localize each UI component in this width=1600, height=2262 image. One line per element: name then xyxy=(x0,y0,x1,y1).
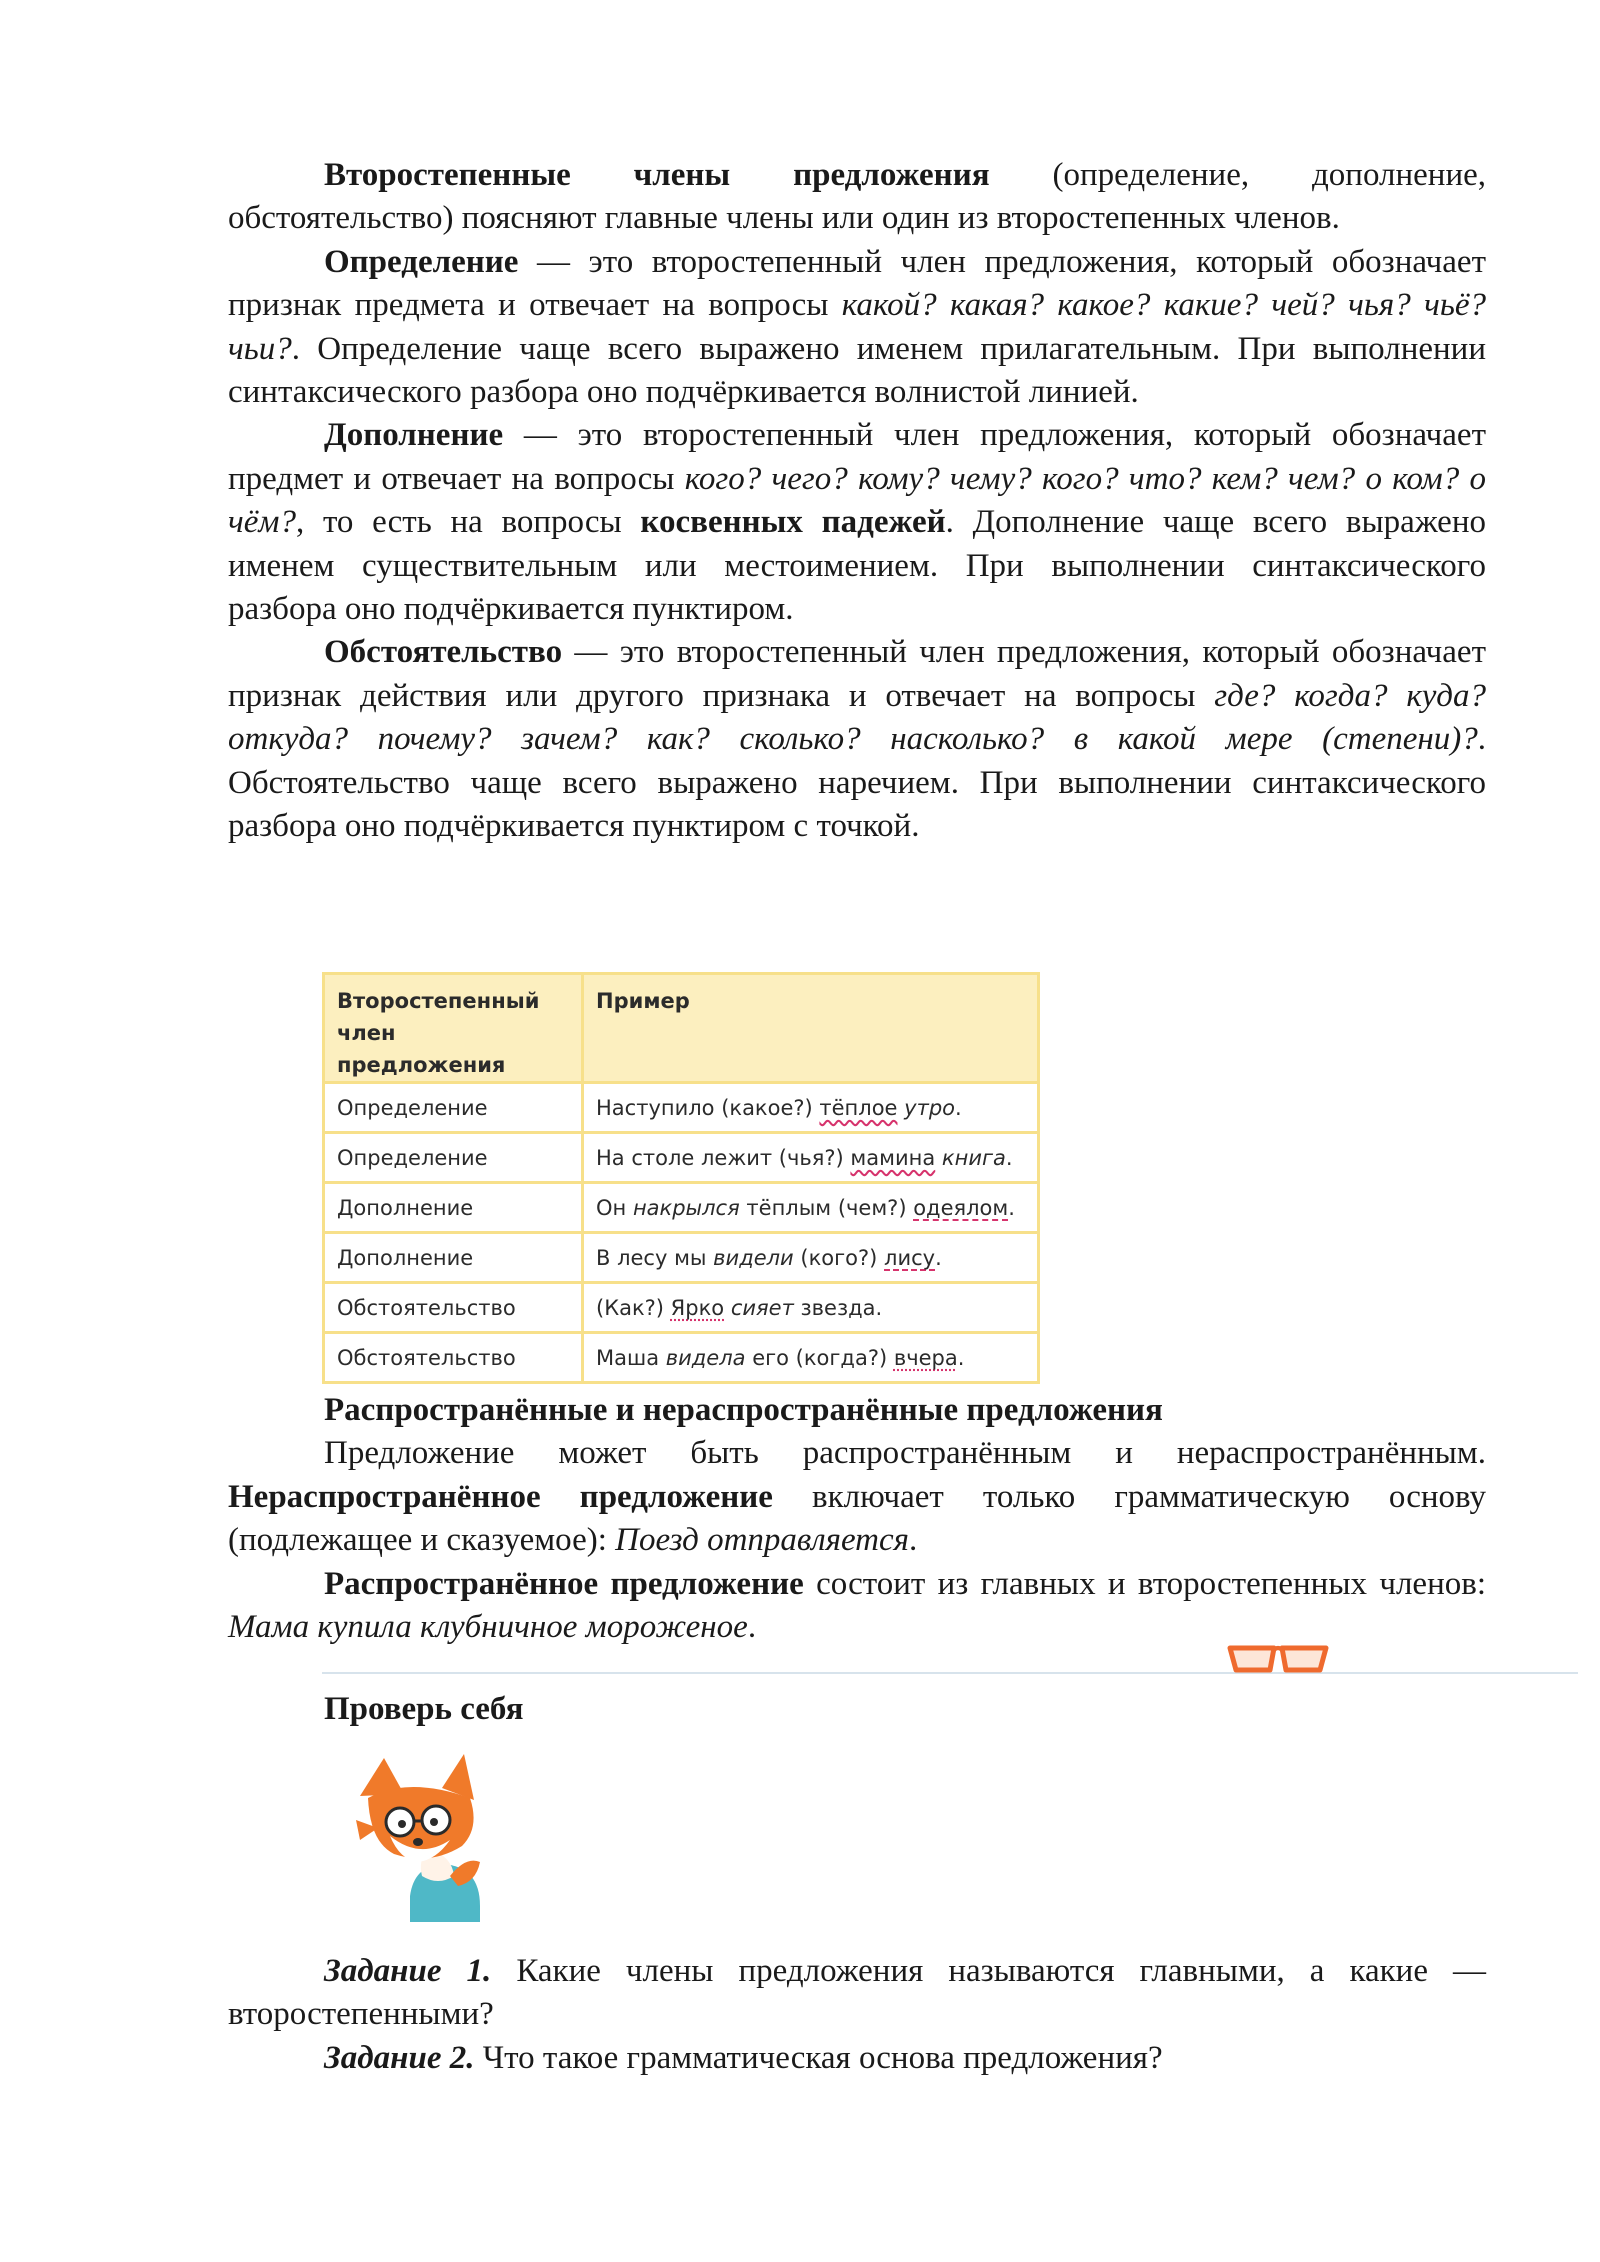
cell-example xyxy=(583,1083,1039,1133)
examples-table xyxy=(322,972,1040,1384)
paragraph-text: . Определение чаще всего выражено именем прилагательным. При выполнении синтаксического разбора оно подчёркивается волнистой линией. xyxy=(228,330,1486,411)
paragraph-text: . xyxy=(747,1609,757,1646)
cell-member: Обстоятельство xyxy=(324,1333,583,1383)
example-object: одеялом xyxy=(913,1195,1009,1220)
example-subject: утро xyxy=(904,1095,956,1120)
example-predicate: сияет xyxy=(730,1295,794,1320)
paragraph-text: — это второстепенный член предложения, который обозначает признак действия или другого признака и отвечает на вопросы xyxy=(228,634,1486,714)
header-member xyxy=(324,974,583,1083)
example-text: В лесу мы xyxy=(596,1245,714,1270)
section-divider xyxy=(322,1672,1578,1674)
example-text: тёплым (чем?) xyxy=(739,1195,914,1220)
paragraph-text: . xyxy=(908,1522,918,1559)
attribute-questions: какой? какая? какое? какие? чей? чья? чьё? чьи? xyxy=(228,287,1486,367)
example-text: . xyxy=(1005,1145,1013,1170)
table-header-row xyxy=(324,974,1039,1083)
term-extended: Распространённое предложение xyxy=(324,1565,804,1602)
example-extended: Мама купила клубничное мороженое xyxy=(228,1609,748,1646)
cell-example xyxy=(583,1283,1039,1333)
cell-member: Дополнение xyxy=(324,1233,583,1283)
paragraph-secondary-members xyxy=(228,154,1486,241)
paragraph-text: — это второстепенный член предложения, который обозначает предмет и отвечает на вопросы xyxy=(228,417,1486,497)
example-object: лису xyxy=(884,1245,936,1270)
example-predicate: накрылся xyxy=(632,1195,740,1220)
paragraph-text: , то есть на вопросы xyxy=(295,504,641,541)
example-text: Наступило (какое?) xyxy=(596,1095,820,1120)
example-text: (кого?) xyxy=(793,1245,885,1270)
example-text: звезда. xyxy=(793,1295,883,1320)
object-questions: кого? чего? кому? чему? кого? что? кем? чем? о ком? о чём? xyxy=(228,460,1487,541)
term-secondary-members: Второстепенные члены предложения xyxy=(324,157,990,193)
example-text: На столе лежит (чья?) xyxy=(596,1145,851,1170)
check-yourself-title: Проверь себя xyxy=(324,1691,524,1727)
table-row xyxy=(324,1283,1039,1333)
example-text: его (когда?) xyxy=(745,1345,894,1370)
paragraph-text: . Дополнение чаще всего выражено именем существительным или местоимением. При выполнении синтаксического разбора оно подчёркивается пунктиром. xyxy=(228,504,1486,628)
term-unextended: Нераспространённое предложение xyxy=(228,1478,773,1515)
paragraph-text: . Обстоятельство чаще всего выражено наречием. При выполнении синтаксического разбора оно подчёркивается пунктиром с точкой. xyxy=(228,721,1486,845)
table-row xyxy=(324,1233,1039,1283)
example-text: . xyxy=(957,1345,965,1370)
fox-mascot-icon xyxy=(330,1736,524,1936)
theory-text xyxy=(228,154,1486,849)
cell-member: Дополнение xyxy=(324,1183,583,1233)
paragraph-text: состоит из главных и второстепенных членов: xyxy=(803,1565,1486,1602)
task-item xyxy=(228,2037,1486,2080)
cell-example xyxy=(583,1183,1039,1233)
example-text: . xyxy=(1008,1195,1015,1220)
glasses-icon xyxy=(1226,1642,1330,1676)
table-row xyxy=(324,1333,1039,1383)
cell-member: Определение xyxy=(324,1083,583,1133)
section-heading: Распространённые и нераспространённые предложения xyxy=(324,1392,1163,1428)
term-adverbial: Обстоятельство xyxy=(324,634,563,671)
cell-member: Определение xyxy=(324,1133,583,1183)
example-text: Он xyxy=(596,1195,633,1220)
paragraph-text: включает только грамматическую основу (подлежащее и сказуемое): xyxy=(228,1478,1486,1559)
tasks-list xyxy=(228,1950,1486,2080)
term-attribute: Определение xyxy=(324,243,519,280)
paragraph-object xyxy=(228,414,1486,631)
example-attribute: мамина xyxy=(850,1145,936,1170)
example-attribute: тёплое xyxy=(819,1095,898,1120)
paragraph-text: — это второстепенный член предложения, который обозначает признак предмета и отвечает на вопросы xyxy=(228,243,1486,324)
example-text: . xyxy=(955,1095,962,1120)
example-unextended: Поезд отправляется xyxy=(615,1522,909,1559)
task-label: Задание 1. xyxy=(324,1953,492,1989)
example-subject: книга xyxy=(941,1145,1006,1170)
header-example: Пример xyxy=(583,974,1039,1083)
paragraph-extended xyxy=(228,1563,1486,1650)
header-member-line2: член предложения xyxy=(337,1021,506,1077)
task-text: Что такое грамматическая основа предложения? xyxy=(474,2039,1163,2076)
header-member-line1: Второстепенный xyxy=(337,989,540,1013)
example-adverbial: Ярко xyxy=(670,1295,725,1320)
paragraph-text: Предложение может быть распространённым и нераспространённым. xyxy=(324,1435,1486,1472)
task-label: Задание 2. xyxy=(324,2039,475,2076)
example-adverbial: вчера xyxy=(893,1345,958,1370)
paragraph-text: (определение, дополнение, обстоятельство) поясняют главные члены или один из второстепенных членов. xyxy=(228,157,1487,237)
paragraph-unextended xyxy=(228,1432,1486,1562)
term-oblique-cases: косвенных падежей xyxy=(640,504,946,541)
cell-example xyxy=(583,1233,1039,1283)
task-text: Какие члены предложения называются главными, а какие — второстепенными? xyxy=(228,1953,1487,2033)
table-row xyxy=(324,1133,1039,1183)
table-row xyxy=(324,1083,1039,1133)
examples-table-container xyxy=(322,972,1040,1384)
paragraph-adverbial xyxy=(228,631,1486,848)
sentence-types-section xyxy=(228,1389,1486,1649)
paragraph-attribute xyxy=(228,241,1486,415)
example-text xyxy=(724,1296,731,1320)
example-predicate: видела xyxy=(665,1345,746,1370)
example-predicate: видели xyxy=(713,1245,794,1270)
example-text xyxy=(935,1146,942,1170)
term-object: Дополнение xyxy=(324,417,504,454)
example-text: (Как?) xyxy=(596,1295,671,1320)
cell-example xyxy=(583,1133,1039,1183)
example-text: . xyxy=(935,1245,942,1270)
task-item xyxy=(228,1950,1486,2037)
table-row xyxy=(324,1183,1039,1233)
cell-member: Обстоятельство xyxy=(324,1283,583,1333)
example-text: Маша xyxy=(596,1345,666,1370)
cell-example xyxy=(583,1333,1039,1383)
adverbial-questions: где? когда? куда? откуда? почему? зачем? как? сколько? насколько? в какой мере (степени)? xyxy=(228,677,1486,758)
